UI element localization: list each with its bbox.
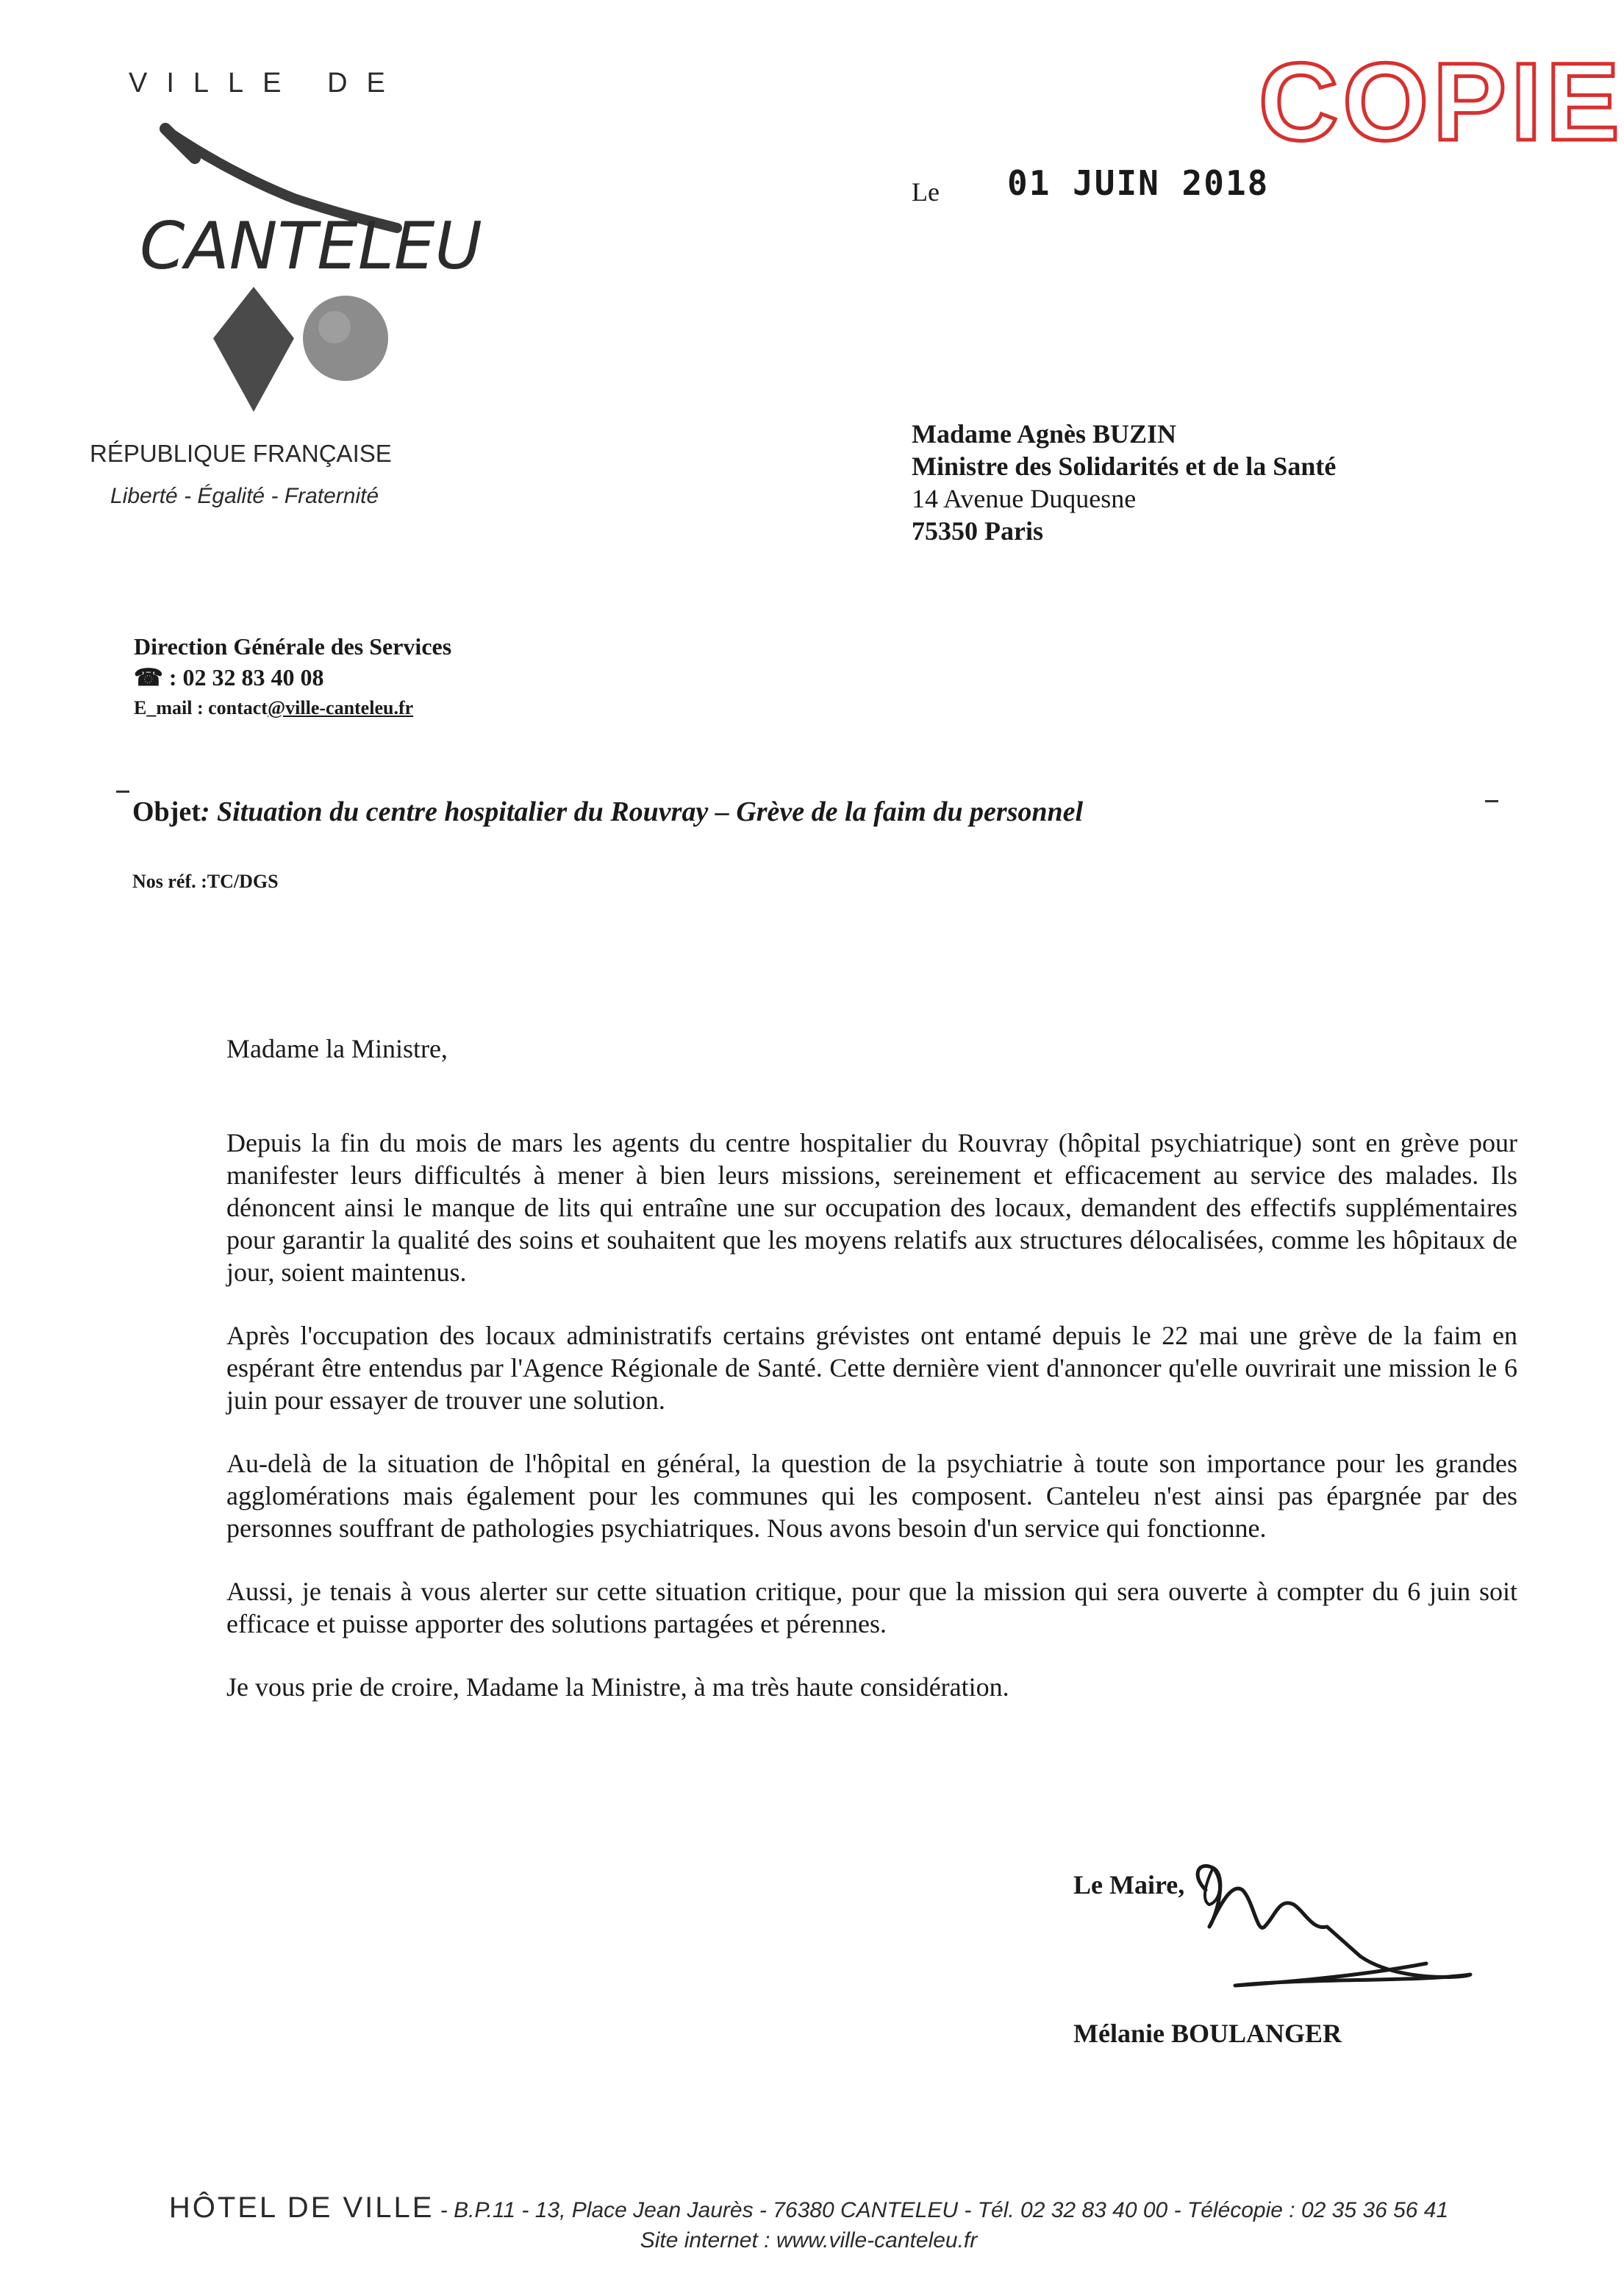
letter-body (226, 1032, 1517, 1703)
date-prefix: Le (912, 177, 940, 207)
copie-stamp: COPIE (1259, 40, 1624, 163)
canteleu-logo (125, 118, 482, 427)
recipient-city: 75350 Paris (912, 516, 1043, 546)
footer-hotel: HÔTEL DE VILLE (168, 2191, 434, 2224)
recipient-role: Ministre des Solidarités et de la Santé (912, 452, 1337, 481)
recipient-name: Madame Agnès BUZIN (912, 419, 1177, 449)
objet-text: : Situation du centre hospitalier du Rouvray – Grève de la faim du personnel (200, 796, 1084, 827)
email-link[interactable]: @ville-canteleu.fr (267, 697, 414, 718)
recipient-street: 14 Avenue Duquesne (912, 484, 1137, 513)
service-email (134, 693, 451, 724)
footer-address (0, 2191, 1617, 2225)
paragraph: Depuis la fin du mois de mars les agents du centre hospitalier du Rouvray (hôpital psychiatrique) sont en grève pour manifester leurs difficultés à mener à bien leurs missions, sereinement et efficacement au service des malades. Ils dénoncent ainsi le manque de lits qui entraîne une sur occupation des locaux, demandent des effectifs supplémentaires pour garantir la qualité des soins et souhaitent que les moyens relatifs aux structures délocalisées, comme les hôpitaux de jour, soient maintenus. (226, 1128, 1517, 1287)
reference: Nos réf. :TC/DGS (132, 871, 279, 892)
closing: Je vous prie de croire, Madame la Ministre, à ma très haute considération. (226, 1672, 1009, 1702)
signature-name: Mélanie BOULANGER (1073, 2019, 1342, 2048)
paragraph: Au-delà de la situation de l'hôpital en général, la question de la psychiatrie à toute son importance pour les grandes agglomérations mais également pour les communes qui les composent. Canteleu n'est ainsi pas épargnée par des personnes souffrant de pathologies psychiatriques. Nous avons besoin d'un service qui fonctionne. (226, 1449, 1517, 1543)
objet-line (132, 796, 1083, 828)
fold-mark-right (1485, 800, 1498, 802)
phone-icon: ☎ (134, 664, 163, 691)
objet-label: Objet (132, 796, 201, 827)
handwritten-signature (1176, 1846, 1485, 2008)
footer-contact: - B.P.11 - 13, Place Jean Jaurès - 76380 CANTELEU - Tél. 02 32 83 40 00 - Télécopie : 02 35 36 56 41 (434, 2198, 1449, 2222)
footer-website: Site internet : www.ville-canteleu.fr (640, 2228, 978, 2252)
signature-title: Le Maire, (1073, 1870, 1185, 1900)
paragraph: Aussi, je tenais à vous alerter sur cette situation critique, pour que la mission qui sera ouverte à compter du 6 juin soit efficace et puisse apporter des solutions partagées et pérennes. (226, 1577, 1517, 1638)
date-value: 01 JUIN 2018 (1007, 163, 1270, 203)
email-label: E_mail : contact (134, 697, 268, 718)
republique-francaise: RÉPUBLIQUE FRANÇAISE (90, 440, 392, 467)
logo-wordmark: CANTELEU (140, 208, 482, 284)
salutation: Madame la Ministre, (226, 1034, 448, 1063)
phone-number: : 02 32 83 40 08 (168, 664, 324, 691)
paragraph: Après l'occupation des locaux administratifs certains grévistes ont entamé depuis le 22 mai une grève de la faim en espérant être entendus par l'Agence Régionale de Santé. Cette dernière vient d'annoncer qu'elle ouvrirait une mission le 6 juin pour essayer de trouver une solution. (226, 1321, 1517, 1415)
letterhead-ville-de: VILLE DE (129, 68, 404, 99)
devise: Liberté - Égalité - Fraternité (110, 484, 379, 508)
recipient-address (912, 418, 1336, 547)
fold-mark-left (116, 791, 129, 793)
sender-service (134, 631, 451, 724)
service-name: Direction Générale des Services (134, 633, 452, 660)
service-phone (134, 662, 451, 693)
